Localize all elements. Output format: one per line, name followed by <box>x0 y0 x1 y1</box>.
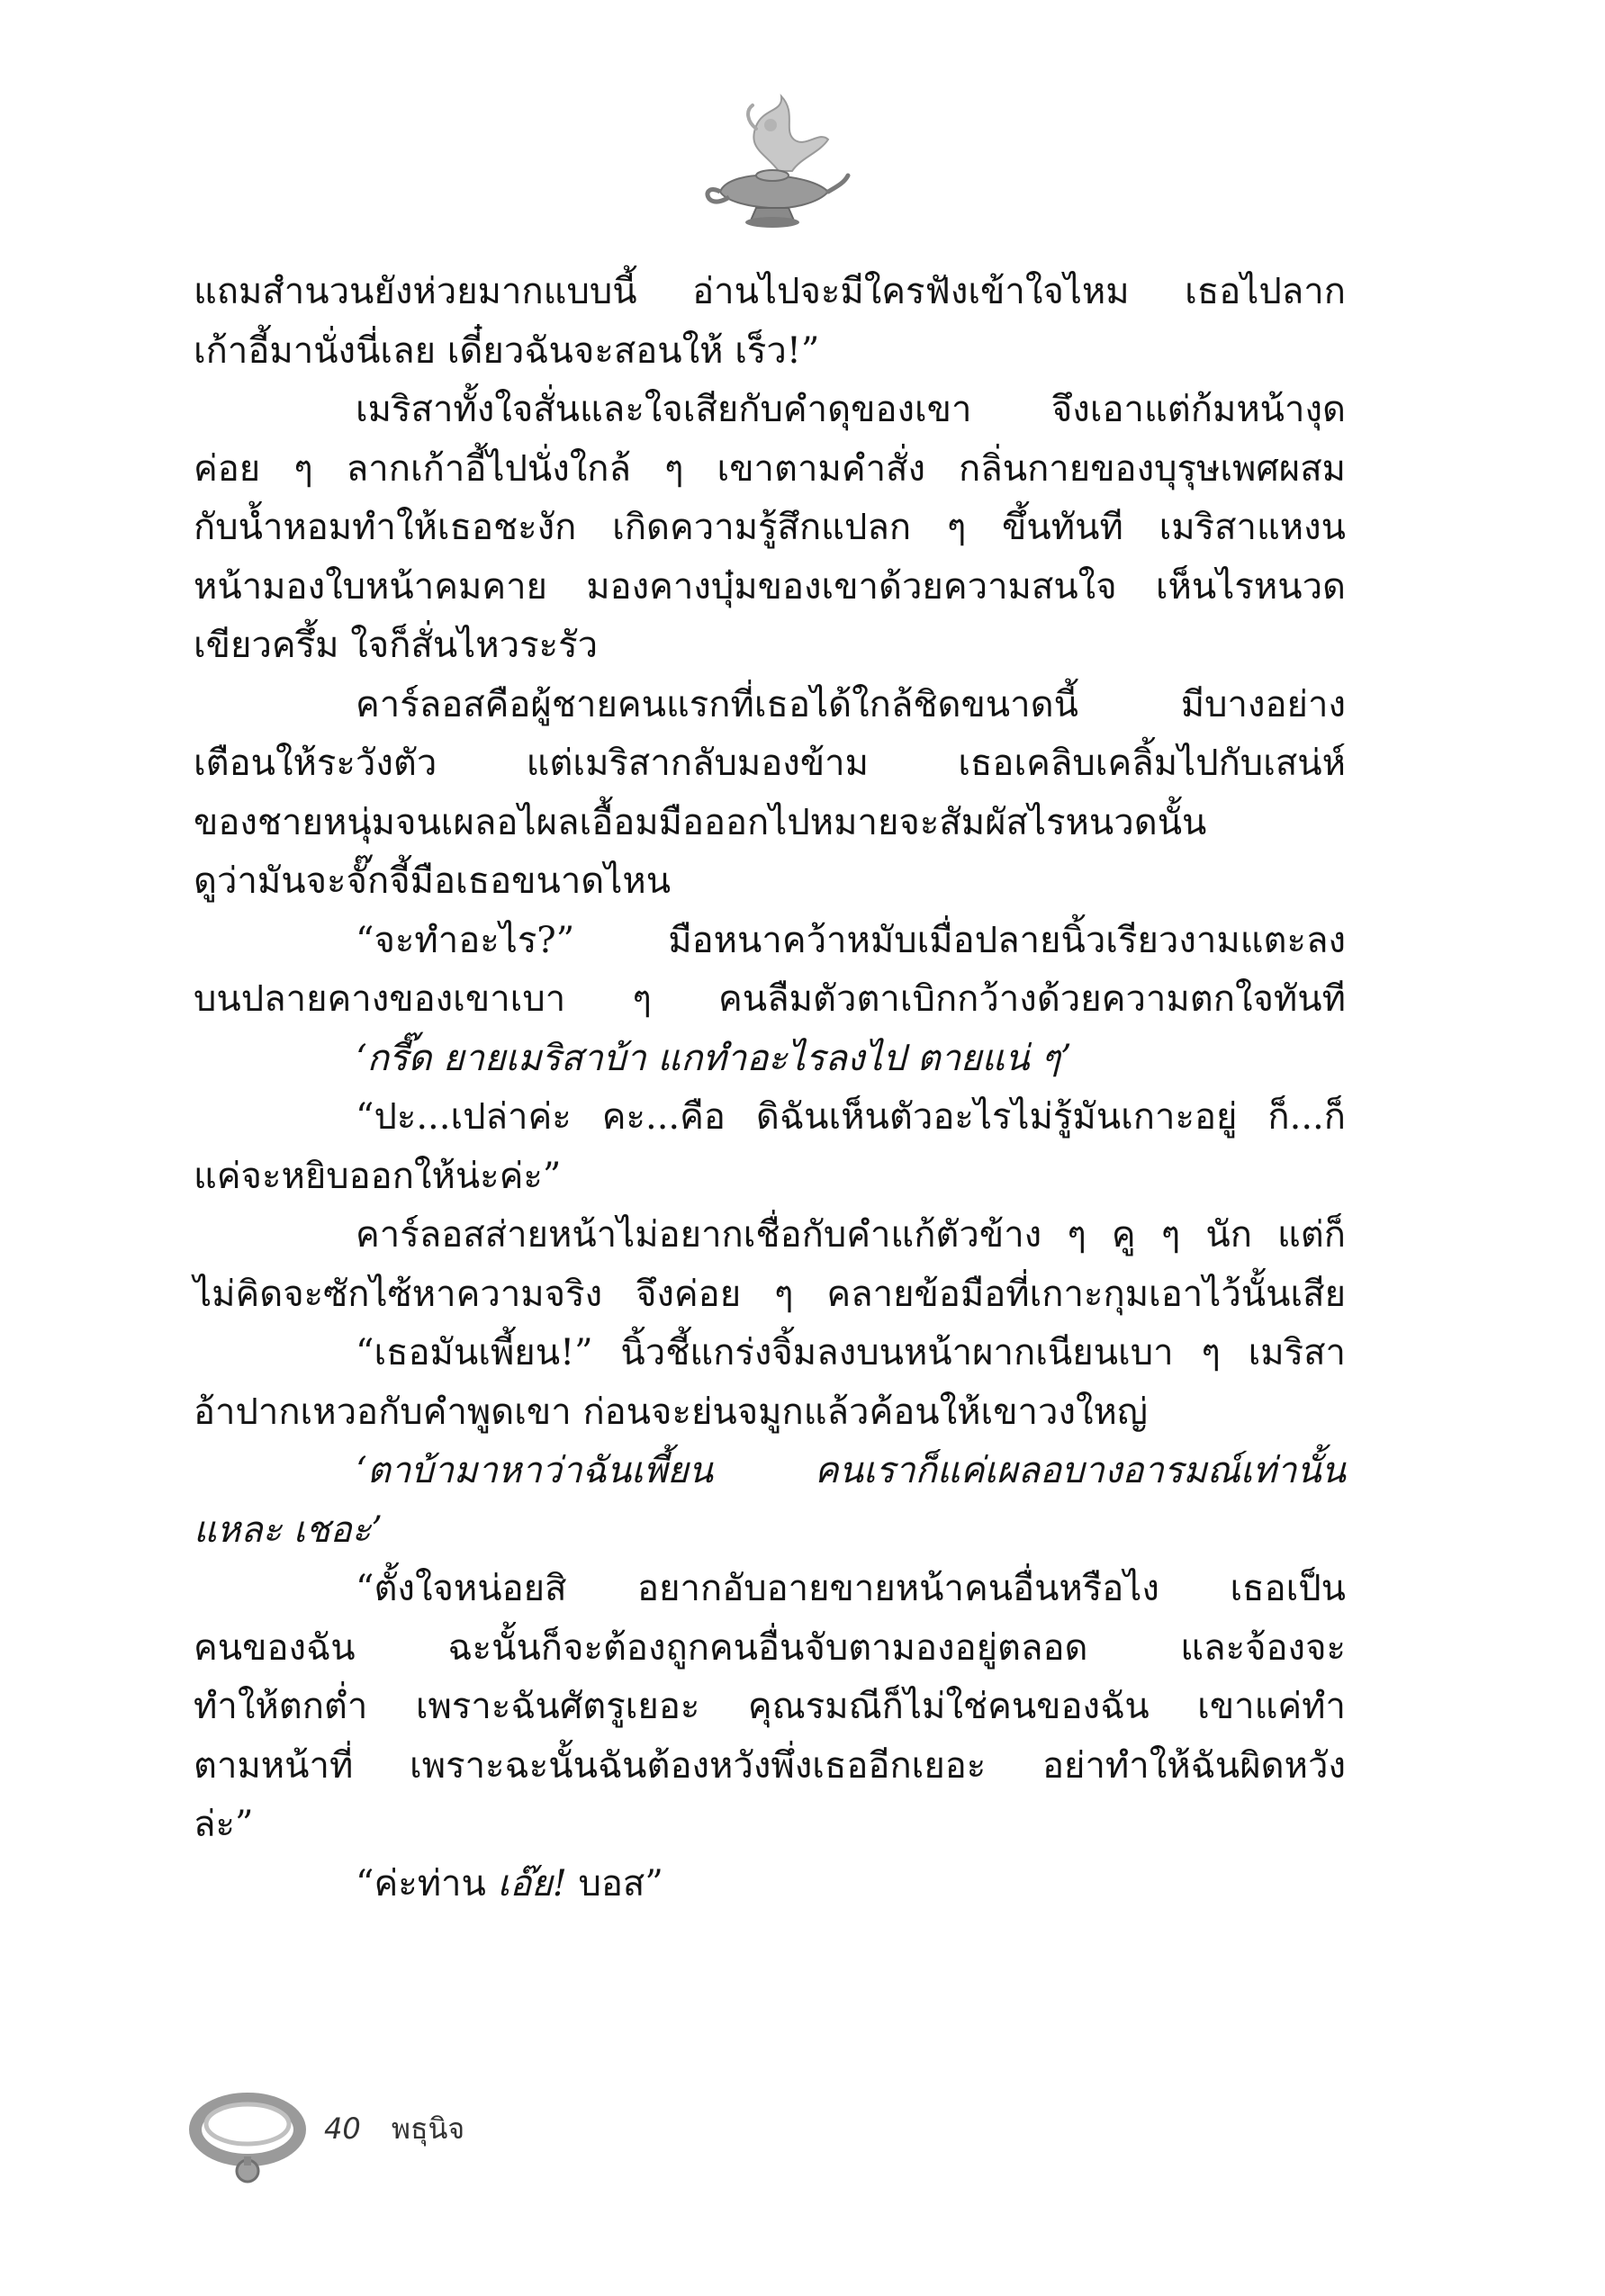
text-line: คาร์ลอสส่ายหน้าไม่อยากเชื่อกับคำแก้ตัวข้าง ๆ คู ๆ นัก แต่ก็ <box>356 1214 1346 1256</box>
text-line: “เธอมันเพี้ยน!” นิ้วชี้แกร่งจิ้มลงบนหน้าผากเนียนเบา ๆ เมริสา <box>356 1332 1346 1373</box>
text-line: ดูว่ามันจะจั๊กจี้มือเธอขนาดไหน <box>194 860 672 902</box>
text-line: หน้ามองใบหน้าคมคาย มองคางบุ๋มของเขาด้วยความสนใจ เห็นไรหนวด <box>194 565 1346 608</box>
text-line: คนของฉัน ฉะนั้นก็จะต้องถูกคนอื่นจับตามองอยู่ตลอด และจ้องจะ <box>194 1626 1346 1669</box>
page-footer <box>324 2106 464 2152</box>
text-line: ‘ตาบ้ามาหาว่าฉันเพี้ยน คนเราก็แค่เผลอบางอารมณ์เท่านั้น <box>356 1450 1346 1491</box>
text-line: ล่ะ” <box>194 1804 254 1845</box>
text-line: ‘กรี๊ด ยายเมริสาบ้า แกทำอะไรลงไป ตายแน่ ๆ’ <box>356 1037 1072 1079</box>
text-line: แหละ เชอะ’ <box>194 1508 383 1551</box>
text-line: ตามหน้าที่ เพราะฉะนั้นฉันต้องหวังพึ่งเธออีกเยอะ อย่าทำให้ฉันผิดหวัง <box>194 1744 1346 1787</box>
text-line: บนปลายคางของเขาเบา ๆ คนลืมตัวตาเบิกกว้างด้วยความตกใจทันที <box>194 978 1346 1020</box>
text-line: แถมสำนวนยังห่วยมากแบบนี้ อ่านไปจะมีใครฟังเข้าใจไหม เธอไปลาก <box>194 271 1346 312</box>
text-line: “ปะ...เปล่าค่ะ คะ...คือ ดิฉันเห็นตัวอะไรไม่รู้มันเกาะอยู่ ก็...ก็ <box>356 1096 1346 1138</box>
final-line-start: “ค่ะท่าน <box>356 1862 498 1904</box>
chapter-text <box>194 263 1346 1913</box>
text-line: คาร์ลอสคือผู้ชายคนแรกที่เธอได้ใกล้ชิดขนาดนี้ มีบางอย่าง <box>356 683 1346 725</box>
text-line: เมริสาทั้งใจสั่นและใจเสียกับคำดุของเขา จึงเอาแต่ก้มหน้างุด <box>356 389 1346 430</box>
final-line-italic: เอ๊ย! <box>497 1862 567 1904</box>
text-line: เก้าอี้มานั่งนี่เลย เดี๋ยวฉันจะสอนให้ เร็ว!” <box>194 329 820 372</box>
text-line: ค่อย ๆ ลากเก้าอี้ไปนั่งใกล้ ๆ เขาตามคำสั่ง กลิ่นกายของบุรุษเพศผสม <box>194 447 1346 490</box>
text-line: ไม่คิดจะซักไซ้หาความจริง จึงค่อย ๆ คลายข้อมือที่เกาะกุมเอาไว้นั้นเสีย <box>194 1273 1346 1315</box>
text-line: กับน้ำหอมทำให้เธอชะงัก เกิดความรู้สึกแปลก ๆ ขึ้นทันที เมริสาแหงน <box>194 507 1346 548</box>
text-line: เตือนให้ระวังตัว แต่เมริสากลับมองข้าม เธอเคลิบเคลิ้มไปกับเสน่ห์ <box>194 743 1346 784</box>
text-line: เขียวครึ้ม ใจก็สั่นไหวระรัว <box>194 625 599 666</box>
text-line: อ้าปากเหวอกับคำพูดเขา ก่อนจะย่นจมูกแล้วค้อนให้เขาวงใหญ่ <box>194 1391 1148 1433</box>
text-line: ทำให้ตกต่ำ เพราะฉันศัตรูเยอะ คุณรมณีก็ไม่ใช่คนของฉัน เขาแค่ทำ <box>194 1686 1346 1727</box>
ring-icon <box>185 2077 311 2194</box>
final-line-end: บอส” <box>566 1862 663 1904</box>
author-name: พธุนิจ <box>391 2111 465 2146</box>
text-line: “ตั้งใจหน่อยสิ อยากอับอายขายหน้าคนอื่นหรือไง เธอเป็น <box>356 1568 1346 1609</box>
text-line: “จะทำอะไร?” มือหนาคว้าหมับเมื่อปลายนิ้วเรียวงามแตะลง <box>356 919 1346 961</box>
text-line: แค่จะหยิบออกให้น่ะค่ะ” <box>194 1155 562 1197</box>
text-line: ของชายหนุ่มจนเผลอไผลเอื้อมมือออกไปหมายจะสัมผัสไรหนวดนั้น <box>194 801 1207 843</box>
text-line-final <box>194 1855 1346 1914</box>
page-number: 40 <box>324 2111 361 2146</box>
genie-lamp-icon <box>693 86 851 234</box>
